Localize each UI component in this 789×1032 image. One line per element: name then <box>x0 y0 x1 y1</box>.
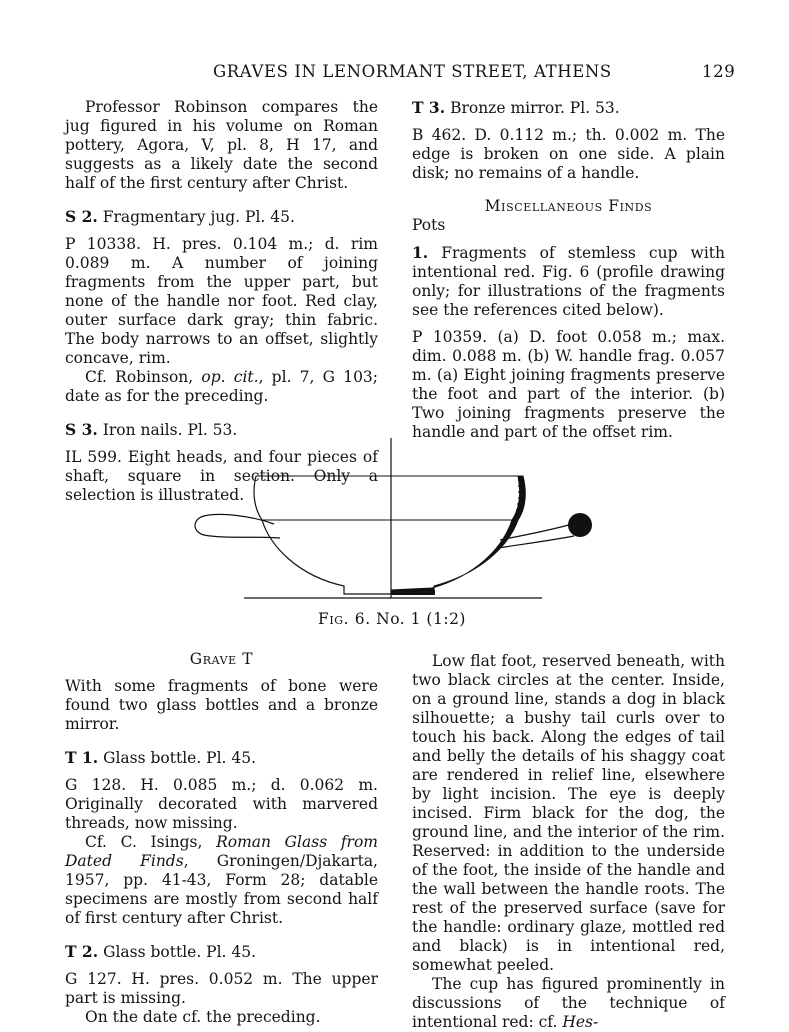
entry-s2-reference: Cf. Robinson, op. cit., pl. 7, G 103; date as for the preceding. <box>65 368 379 405</box>
right-section-wall <box>391 476 525 594</box>
cup-description-paragraph: Low flat foot, reserved beneath, with two black circles at the center. Inside, on a ground line, stands a dog in black silhouette; a bushy tail curls over to touch his back. Along the edges of tail and belly the details of his shaggy coat are rendered in relief line, elsewhere by light incision. The eye is deeply incised. Firm black for the dog, the ground line, and the interior of the rim. Reserved: in addition to the underside of the foot, the inside of the handle and the wall between the handle roots. The rest of the preserved surface (save for the handle: ordinary glaze, mottled red and black) is in intentional red, somewhat peeled. <box>412 652 725 974</box>
right-column-bottom <box>412 652 725 1032</box>
grave-t-intro: With some fragments of bone were found two glass bottles and a bronze mirror. <box>65 677 378 733</box>
right-column-top <box>412 98 725 442</box>
misc-finds-heading: Miscellaneous Finds <box>484 197 653 215</box>
entry-t2-date: On the date cf. the preceding. <box>85 1008 321 1026</box>
left-column-bottom <box>65 650 378 1027</box>
entry-title: Glass bottle. Pl. 45. <box>103 749 257 767</box>
entry-id: 1. <box>412 243 429 262</box>
pots-label: Pots <box>412 216 446 234</box>
entry-id: T 3. <box>412 98 446 117</box>
entry-t2-heading <box>65 942 378 962</box>
running-title: GRAVES IN LENORMANT STREET, ATHENS <box>213 62 612 81</box>
entry-title: Glass bottle. Pl. 45. <box>103 943 257 961</box>
figure-label: Fig. 6. <box>318 610 371 628</box>
cup-profile-drawing <box>180 436 600 604</box>
entry-id: T 1. <box>65 748 99 767</box>
figure-caption-text: No. 1 (1:2) <box>376 610 466 628</box>
entry-t3-description: B 462. D. 0.112 m.; th. 0.002 m. The edge is broken on one side. A plain disk; no remains of a handle. <box>412 126 725 182</box>
entry-id: T 2. <box>65 942 99 961</box>
entry-s3-description: IL 599. Eight heads, and four pieces of shaft, square in section. Only a selection is illustrated. <box>65 448 378 504</box>
intentional-red-paragraph: The cup has figured prominently in discussions of the technique of intentional red: cf. Hes- <box>412 975 725 1031</box>
entry-title: Fragments of stemless cup with intentional red. Fig. 6 (profile drawing only; for illustrations of the fragments see the references cited below). <box>412 244 725 319</box>
entry-id: S 2. <box>65 207 98 226</box>
foot-section <box>391 590 435 595</box>
figure-caption <box>318 610 466 628</box>
entry-s2-description: P 10338. H. pres. 0.104 m.; d. rim 0.089 m. A number of joining fragments from the upper part, but none of the handle nor foot. Red clay, outer surface dark gray; thin fabric. The body narrows to an offset, slightly concave, rim. <box>65 235 378 367</box>
entry-t1-reference: Cf. C. Isings, Roman Glass from Dated Finds, Groningen/Djakarta, 1957, pp. 41-43, Form 28; datable specimens are mostly from second half of first century after Christ. <box>65 833 378 927</box>
entry-s2-heading <box>65 207 378 227</box>
entry-title: Iron nails. Pl. 53. <box>102 421 238 439</box>
robinson-paragraph: Professor Robinson compares the jug figured in his volume on Roman pottery, Agora, V, pl. 8, H 17, and suggests as a likely date the second half of the first century after Christ. <box>65 98 378 192</box>
grave-t-heading: Grave T <box>189 650 254 668</box>
page-number: 129 <box>702 62 736 81</box>
entry-t3-heading <box>412 98 725 118</box>
entry-1-heading <box>412 243 725 320</box>
left-profile-outline <box>254 476 391 594</box>
entry-t1-heading <box>65 748 378 768</box>
handle-terminal-section <box>568 513 592 537</box>
entry-1-description: P 10359. (a) D. foot 0.058 m.; max. dim. 0.088 m. (b) W. handle frag. 0.057 m. (a) Eight joining fragments preserve the foot and part of the interior. (b) Two joining fragments preserve the handle and part of the offset rim. <box>412 328 725 441</box>
entry-t1-description: G 128. H. 0.085 m.; d. 0.062 m. Originally decorated with marvered threads, now missing. <box>65 776 378 832</box>
entry-t2-description: G 127. H. pres. 0.052 m. The upper part is missing. <box>65 970 378 1007</box>
entry-title: Bronze mirror. Pl. 53. <box>450 99 620 117</box>
entry-id: S 3. <box>65 420 98 439</box>
left-handle-outline <box>195 514 280 538</box>
entry-title: Fragmentary jug. Pl. 45. <box>102 208 295 226</box>
